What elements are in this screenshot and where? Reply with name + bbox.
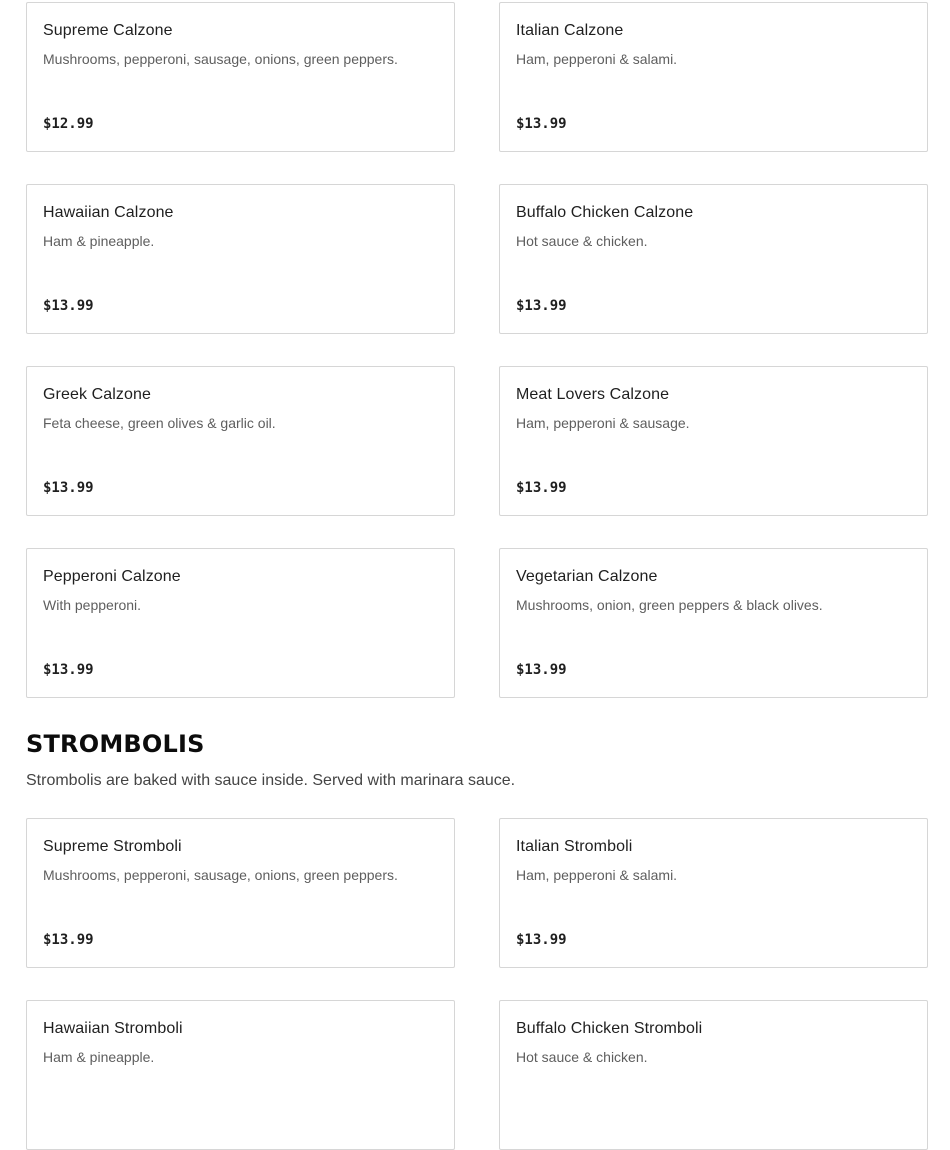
menu-item-description: Ham, pepperoni & salami. (516, 51, 678, 67)
menu-item-card-buffalo-chicken-stromboli[interactable] (499, 1000, 928, 1150)
menu-item-description: Mushrooms, pepperoni, sausage, onions, green peppers. (43, 51, 398, 67)
menu-item-price: $13.99 (43, 298, 94, 314)
menu-item-description: Mushrooms, onion, green peppers & black olives. (516, 597, 823, 613)
menu-item-card-vegetarian-calzone[interactable] (499, 548, 928, 698)
menu-item-card-pepperoni-calzone[interactable] (26, 548, 455, 698)
menu-item-card-italian-calzone[interactable] (499, 2, 928, 152)
menu-item-description: Hot sauce & chicken. (516, 1049, 648, 1065)
menu-item-card-supreme-calzone[interactable] (26, 2, 455, 152)
menu-item-description: With pepperoni. (43, 597, 142, 613)
section-description-strombolis: Strombolis are baked with sauce inside. Served with marinara sauce. (26, 772, 516, 789)
menu-item-card-hawaiian-stromboli[interactable] (26, 1000, 455, 1150)
menu-item-card-italian-stromboli[interactable] (499, 818, 928, 968)
stromboli-menu-grid (26, 818, 928, 1150)
menu-item-price: $13.99 (516, 116, 567, 132)
menu-item-card-meat-lovers-calzone[interactable] (499, 366, 928, 516)
menu-item-description: Ham & pineapple. (43, 233, 155, 249)
menu-item-price: $13.99 (516, 932, 567, 948)
menu-item-name: Pepperoni Calzone (43, 568, 181, 585)
menu-item-description: Ham, pepperoni & salami. (516, 867, 678, 883)
calzone-menu-grid (26, 2, 928, 698)
menu-item-name: Hawaiian Calzone (43, 204, 174, 221)
menu-item-name: Meat Lovers Calzone (516, 386, 670, 403)
menu-item-name: Italian Calzone (516, 22, 624, 39)
menu-item-price: $13.99 (516, 298, 567, 314)
menu-item-description: Feta cheese, green olives & garlic oil. (43, 415, 276, 431)
menu-item-price: $13.99 (516, 480, 567, 496)
menu-item-description: Hot sauce & chicken. (516, 233, 648, 249)
menu-item-description: Ham, pepperoni & sausage. (516, 415, 690, 431)
menu-item-name: Italian Stromboli (516, 838, 633, 855)
menu-item-name: Buffalo Chicken Stromboli (516, 1020, 703, 1037)
section-title-strombolis: STROMBOLIS (26, 730, 205, 758)
menu-item-price: $13.99 (43, 932, 94, 948)
menu-item-name: Hawaiian Stromboli (43, 1020, 183, 1037)
menu-item-description: Ham & pineapple. (43, 1049, 155, 1065)
menu-item-price: $12.99 (43, 116, 94, 132)
menu-item-card-hawaiian-calzone[interactable] (26, 184, 455, 334)
menu-item-name: Supreme Calzone (43, 22, 173, 39)
menu-item-name: Vegetarian Calzone (516, 568, 658, 585)
menu-item-description: Mushrooms, pepperoni, sausage, onions, green peppers. (43, 867, 398, 883)
menu-item-price: $13.99 (43, 480, 94, 496)
menu-item-name: Supreme Stromboli (43, 838, 182, 855)
menu-item-price: $13.99 (516, 662, 567, 678)
menu-item-name: Greek Calzone (43, 386, 152, 403)
menu-item-name: Buffalo Chicken Calzone (516, 204, 694, 221)
menu-item-price: $13.99 (43, 662, 94, 678)
menu-item-card-supreme-stromboli[interactable] (26, 818, 455, 968)
menu-item-card-greek-calzone[interactable] (26, 366, 455, 516)
menu-item-card-buffalo-chicken-calzone[interactable] (499, 184, 928, 334)
